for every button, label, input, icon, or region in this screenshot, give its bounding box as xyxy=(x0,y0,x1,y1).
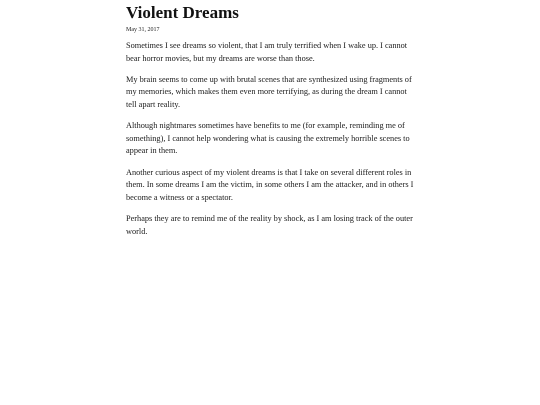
post-date: May 31, 2017 xyxy=(126,27,160,33)
blog-post xyxy=(126,0,416,238)
post-paragraph-3: Although nightmares sometimes have benefits to me (for example, reminding me of something), I cannot help wondering what is causing the extremely horrible scenes to appear in them. xyxy=(126,121,410,156)
post-title: Violent Dreams xyxy=(126,3,239,22)
post-paragraph-5: Perhaps they are to remind me of the reality by shock, as I am losing track of the outer world. xyxy=(126,213,413,236)
post-paragraph-2: My brain seems to come up with brutal scenes that are synthesized using fragments of my memories, which makes them even more terrifying, as during the dream I cannot tell apart reality. xyxy=(126,74,412,109)
post-paragraph-4: Another curious aspect of my violent dreams is that I take on several different roles in them. In some dreams I am the victim, in some others I am the attacker, and in others I become a witness or a spectator. xyxy=(126,167,414,202)
post-paragraph-1: Sometimes I see dreams so violent, that I am truly terrified when I wake up. I cannot bear horror movies, but my dreams are worse than those. xyxy=(126,41,408,63)
